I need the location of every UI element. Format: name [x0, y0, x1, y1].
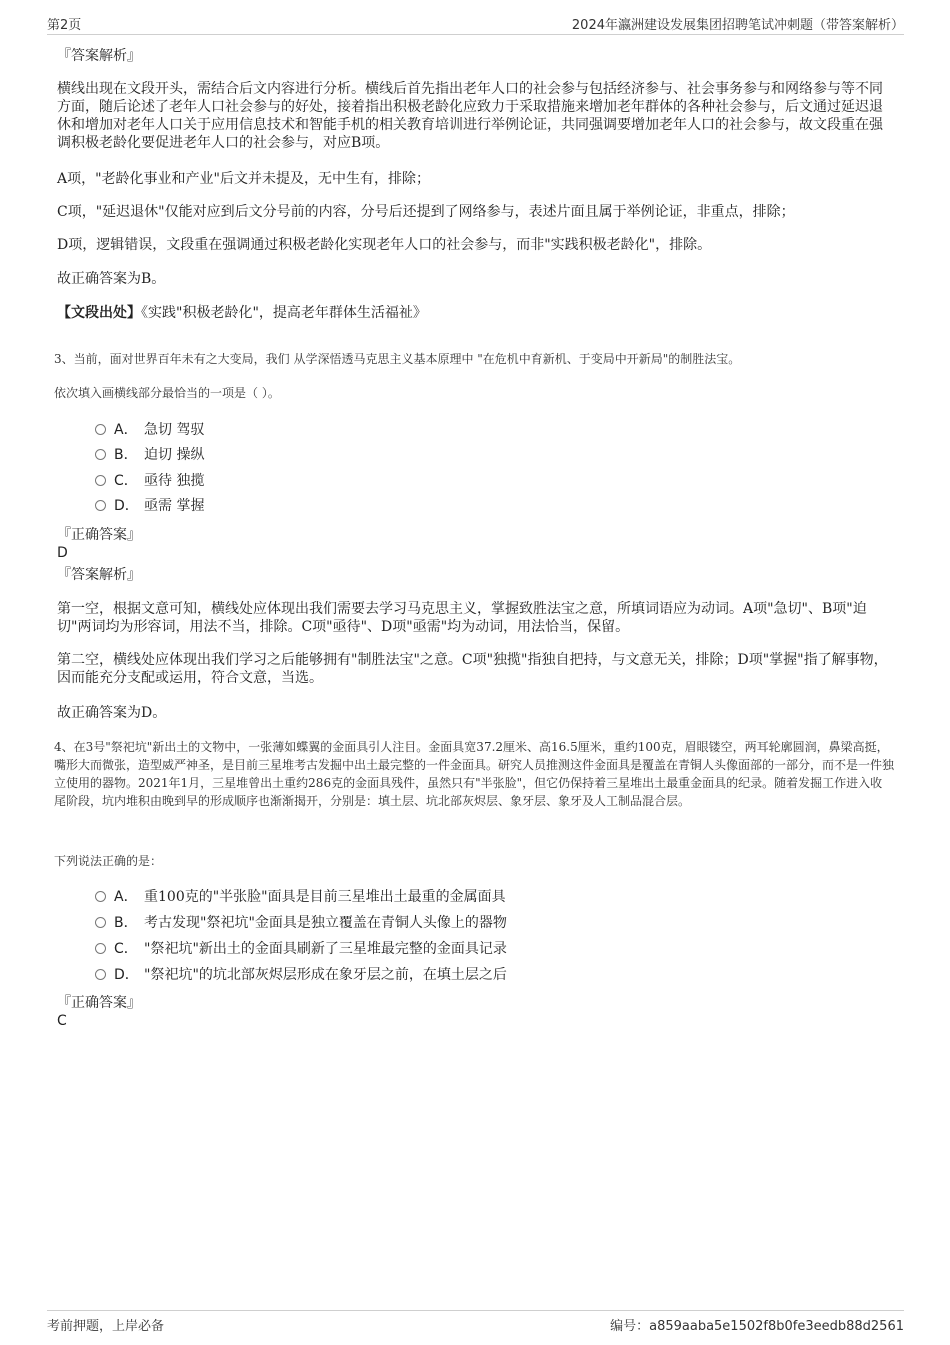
q2-analysis-conclusion: 故正确答案为B。	[57, 271, 166, 287]
document-code: 编号：a859aaba5e1502f8b0fe3eedb88d2561	[610, 1319, 904, 1334]
radio-icon[interactable]	[95, 424, 106, 435]
page-footer	[47, 1310, 904, 1335]
q3-option-d[interactable]: D． 亟需 掌握	[95, 497, 204, 515]
radio-icon[interactable]	[95, 449, 106, 460]
q4-option-d[interactable]: D． "祭祀坑"的坑北部灰烬层形成在象牙层之前，在填土层之后	[95, 966, 507, 984]
q2-source-text: 《实践"积极老龄化"，提高老年群体生活福祉》	[141, 305, 427, 321]
radio-icon[interactable]	[95, 500, 106, 511]
radio-icon[interactable]	[95, 891, 106, 902]
q4-option-c[interactable]: C． "祭祀坑"新出土的金面具刷新了三星堆最完整的金面具记录	[95, 940, 507, 958]
q4-prompt: 下列说法正确的是：	[54, 854, 163, 868]
q3-option-a[interactable]: A． 急切 驾驭	[95, 421, 204, 439]
page-header	[47, 14, 904, 35]
page-number: 第2页	[47, 18, 82, 33]
q4-answer-label: 『正确答案』	[57, 995, 141, 1011]
radio-icon[interactable]	[95, 943, 106, 954]
document-title: 2024年瀛洲建设发展集团招聘笔试冲刺题（带答案解析）	[571, 18, 904, 33]
q3-option-c[interactable]: C． 亟待 独揽	[95, 472, 204, 490]
q2-analysis-para1: 横线出现在文段开头，需结合后文内容进行分析。横线后首先指出老年人口的社会参与包括经济参与、社会事务参与和网络参与等不同方面，随后论述了老年人口社会参与的好处，接着指出积极老龄化应致力于采取措施来增加老年群体的各种社会参与，后文通过延迟退休和增加对老年人口关于应用信息技术和智能手机的相关教育培训进行举例论证，共同强调要增加老年人口的社会参与，故文段重在强调积极老龄化要促进老年人口的社会参与，对应B项。	[57, 81, 883, 151]
q3-answer: D	[57, 545, 68, 561]
q2-analysis-para3: C项，"延迟退休"仅能对应到后文分号前的内容，分号后还提到了网络参与，表述片面且属于举例论证，非重点，排除；	[57, 204, 795, 220]
q2-source	[57, 304, 892, 322]
q3-analysis-para2: 第二空，横线处应体现出我们学习之后能够拥有"制胜法宝"之意。C项"独揽"指独自把持，与文意无关，排除；D项"掌握"指了解事物，因而能充分支配或运用，符合文意，当选。	[57, 652, 888, 686]
q3-option-b[interactable]: B． 迫切 操纵	[95, 446, 204, 464]
q4-stem: 4、在3号"祭祀坑"新出土的文物中，一张薄如蝶翼的金面具引人注目。金面具宽37.2厘米、高16.5厘米，重约100克，眉眼镂空，两耳轮廓圆润，鼻梁高挺，嘴形大而微张，造型威严神圣，是目前三星堆考古发掘中出土最完整的一件金面具。研究人员推测这件金面具是覆盖在青铜人头像面部的一部分，而不是一件独立使用的器物。2021年1月，三星堆曾出土重约286克的金面具残件，虽然只有"半张脸"，但它仍保持着三星堆出土最重金面具的纪录。随着发掘工作进入收尾阶段，坑内堆积由晚到早的形成顺序也渐渐揭开，分别是：填土层、坑北部灰烬层、象牙层、象牙及人工制品混合层。	[54, 740, 895, 808]
q2-analysis-label: 『答案解析』	[57, 48, 141, 64]
q2-analysis-para2: A项，"老龄化事业和产业"后文并未提及，无中生有，排除；	[57, 171, 430, 187]
footer-slogan: 考前押题，上岸必备	[47, 1319, 165, 1334]
q3-analysis-conclusion: 故正确答案为D。	[57, 705, 167, 721]
radio-icon[interactable]	[95, 475, 106, 486]
q2-analysis-para4: D项，逻辑错误，文段重在强调通过积极老龄化实现老年人口的社会参与，而非"实践积极老龄化"，排除。	[57, 237, 712, 253]
q4-option-b[interactable]: B． 考古发现"祭祀坑"金面具是独立覆盖在青铜人头像上的器物	[95, 914, 507, 932]
radio-icon[interactable]	[95, 969, 106, 980]
q2-source-label: 【文段出处】	[57, 305, 141, 321]
q3-analysis-label: 『答案解析』	[57, 567, 141, 583]
q3-analysis-para1: 第一空，根据文意可知，横线处应体现出我们需要去学习马克思主义，掌握致胜法宝之意，所填词语应为动词。A项"急切"、B项"迫切"两词均为形容词，用法不当，排除。C项"亟待"、D项"亟需"均为动词，用法恰当，保留。	[57, 601, 867, 635]
q3-prompt: 依次填入画横线部分最恰当的一项是（ ）。	[54, 386, 280, 400]
radio-icon[interactable]	[95, 917, 106, 928]
q4-answer: C	[57, 1013, 67, 1029]
q3-answer-label: 『正确答案』	[57, 527, 141, 543]
q4-option-a[interactable]: A． 重100克的"半张脸"面具是目前三星堆出土最重的金属面具	[95, 888, 506, 906]
q3-stem: 3、当前，面对世界百年未有之大变局，我们 从学深悟透马克思主义基本原理中 "在危机中育新机、于变局中开新局"的制胜法宝。	[54, 352, 741, 366]
